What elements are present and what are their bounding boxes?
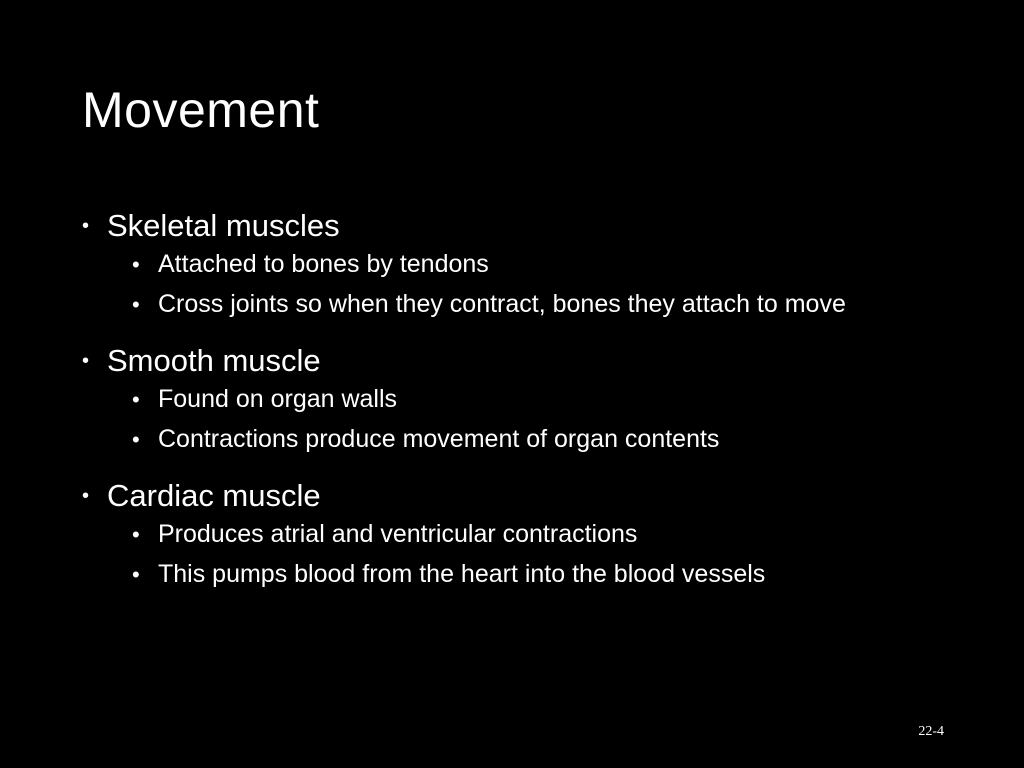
- sub-bullet-list: [82, 248, 962, 321]
- bullet-dot-icon: •: [82, 350, 90, 372]
- bullet-level1: [82, 206, 962, 246]
- sub-bullet-list: [82, 518, 962, 591]
- bullet-dot-icon: •: [132, 387, 140, 412]
- bullet-dot-icon: •: [82, 485, 90, 507]
- section-skeletal-muscles: [82, 206, 962, 321]
- bullet-text: Produces atrial and ventricular contractions: [158, 520, 638, 548]
- bullet-text: Found on organ walls: [158, 385, 398, 413]
- slide-body: [82, 206, 962, 611]
- bullet-level1: [82, 476, 962, 516]
- bullet-level1: [82, 341, 962, 381]
- bullet-dot-icon: •: [132, 522, 140, 547]
- bullet-heading: Skeletal muscles: [107, 208, 340, 243]
- bullet-dot-icon: •: [82, 215, 90, 237]
- bullet-dot-icon: •: [132, 292, 140, 317]
- slide-title: Movement: [82, 82, 320, 138]
- sub-bullet-list: [82, 383, 962, 456]
- bullet-dot-icon: •: [132, 562, 140, 587]
- bullet-dot-icon: •: [132, 427, 140, 452]
- section-cardiac-muscle: [82, 476, 962, 591]
- slide-number: 22-4: [918, 724, 944, 739]
- bullet-dot-icon: •: [132, 252, 140, 277]
- bullet-level2: [82, 288, 962, 321]
- bullet-level2: [82, 383, 962, 416]
- bullet-level2: [82, 423, 962, 456]
- bullet-text: Contractions produce movement of organ contents: [158, 425, 720, 453]
- bullet-heading: Cardiac muscle: [107, 478, 321, 513]
- section-smooth-muscle: [82, 341, 962, 456]
- bullet-level2: [82, 558, 962, 591]
- bullet-text: Attached to bones by tendons: [158, 250, 489, 278]
- bullet-text: Cross joints so when they contract, bones they attach to move: [158, 290, 846, 318]
- bullet-text: This pumps blood from the heart into the blood vessels: [158, 560, 766, 588]
- bullet-heading: Smooth muscle: [107, 343, 321, 378]
- bullet-level2: [82, 248, 962, 281]
- bullet-level2: [82, 518, 962, 551]
